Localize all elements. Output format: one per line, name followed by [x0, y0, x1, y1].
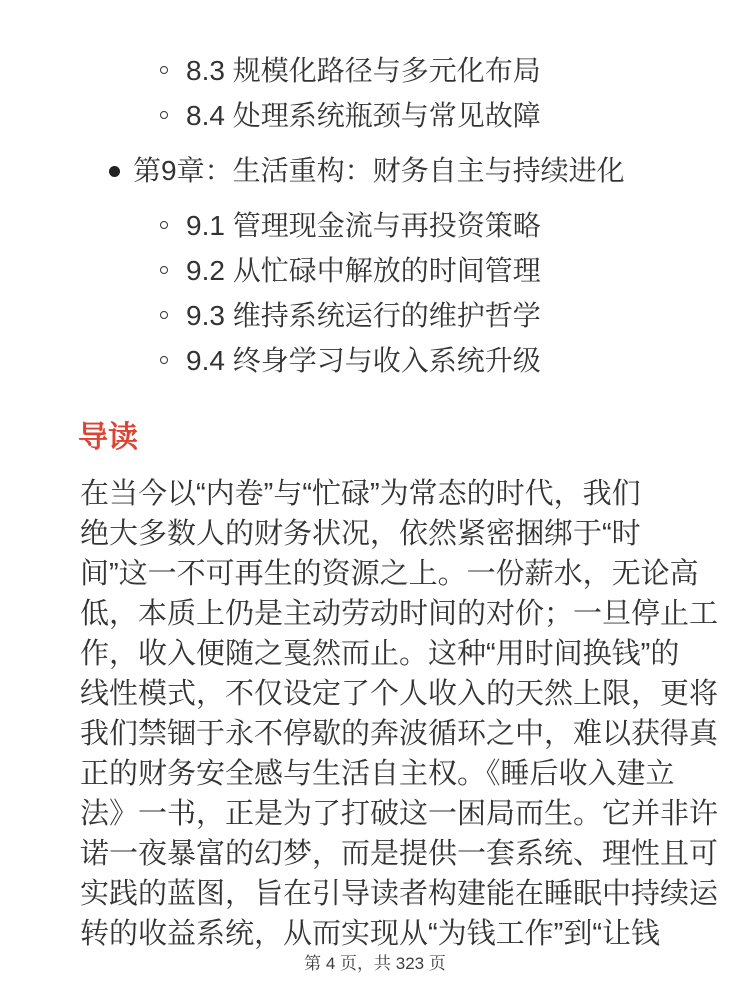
- body-line: 转的收益系统，从而实现从“为钱工作”到“让钱: [80, 918, 660, 950]
- body-line: 绝大多数人的财务状况，依然紧密捆绑于“时: [80, 518, 641, 550]
- body-line: 我们禁锢于永不停歇的奔波循环之中，难以获得真: [80, 718, 719, 750]
- body-line: 诺一夜暴富的幻梦，而是提供一套系统、理性且可: [80, 838, 719, 870]
- body-line: 实践的蓝图，旨在引导读者构建能在睡眠中持续运: [80, 878, 719, 910]
- toc-item-label: 8.4 处理系统瓶颈与常见故障: [186, 100, 541, 131]
- bullet-hollow-icon: [160, 266, 168, 274]
- toc-item-label: 8.3 规模化路径与多元化布局: [186, 55, 541, 86]
- toc-item-label: 9.2 从忙碌中解放的时间管理: [186, 255, 541, 286]
- body-line: 间”这一不可再生的资源之上。一份薪水，无论高: [80, 558, 699, 590]
- body-line: 线性模式，不仅设定了个人收入的天然上限，更将: [80, 678, 719, 710]
- bullet-filled-icon: [109, 166, 120, 177]
- body-line: 正的财务安全感与生活自主权。《睡后收入建立: [80, 758, 675, 790]
- body-line: 法》一书，正是为了打破这一困局而生。它并非许: [80, 798, 719, 830]
- bullet-hollow-icon: [160, 221, 168, 229]
- toc-item: [0, 57, 750, 85]
- body-line: 在当今以“内卷”与“忙碌”为常态的时代，我们: [80, 478, 641, 510]
- toc-item-label: 9.4 终身学习与收入系统升级: [186, 345, 541, 376]
- bullet-hollow-icon: [160, 311, 168, 319]
- body-paragraph: [80, 474, 720, 954]
- toc-item: [0, 157, 750, 185]
- toc-item: [0, 302, 750, 330]
- bullet-hollow-icon: [160, 356, 168, 364]
- bullet-hollow-icon: [160, 66, 168, 74]
- bullet-hollow-icon: [160, 111, 168, 119]
- toc-item-label: 9.3 维持系统运行的维护哲学: [186, 300, 541, 331]
- toc-item: [0, 257, 750, 285]
- toc-item: [0, 102, 750, 130]
- page-footer: 第 4 页，共 323 页: [304, 954, 446, 973]
- section-heading: 导读: [78, 421, 138, 454]
- table-of-contents: [0, 0, 750, 375]
- toc-item-label: 第9章：生活重构：财务自主与持续进化: [133, 155, 625, 186]
- body-line: 作，收入便随之戛然而止。这种“用时间换钱”的: [80, 638, 680, 670]
- toc-item: [0, 212, 750, 240]
- toc-item-label: 9.1 管理现金流与再投资策略: [186, 210, 541, 241]
- toc-item: [0, 347, 750, 375]
- body-line: 低，本质上仍是主动劳动时间的对价；一旦停止工: [80, 598, 719, 630]
